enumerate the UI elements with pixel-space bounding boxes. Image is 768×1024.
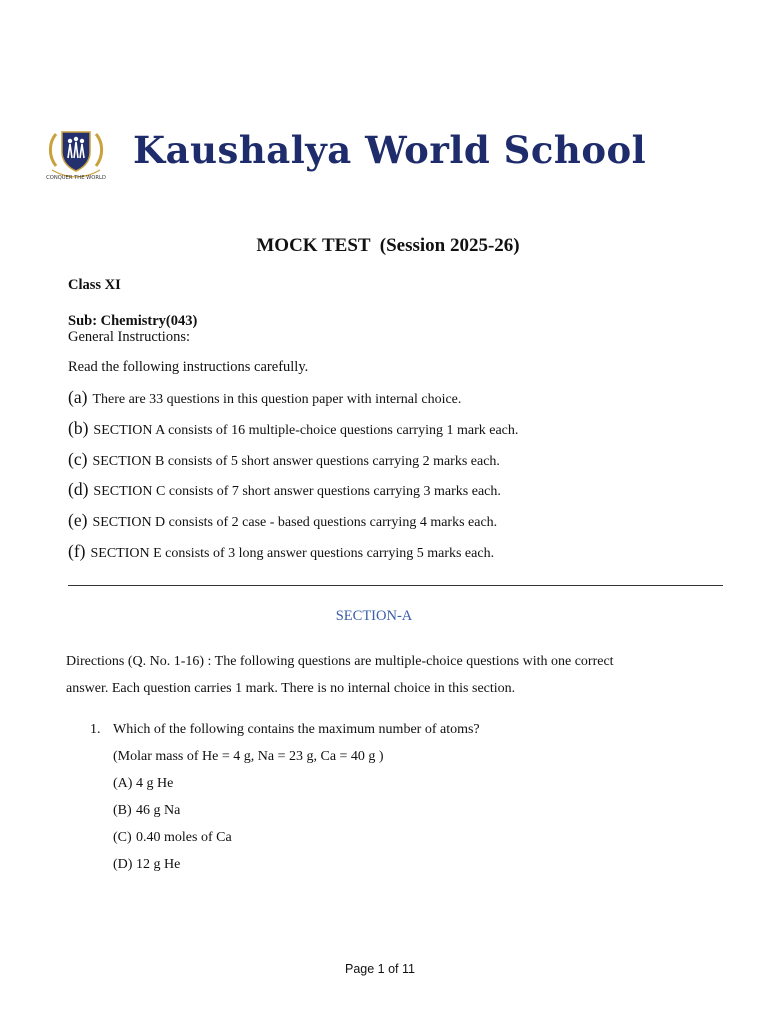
option-text: 4 g He (136, 776, 174, 791)
option-letter: (A) (113, 776, 133, 791)
option-letter: (B) (113, 803, 132, 818)
instruction-letter: (b) (68, 418, 89, 438)
question-number: 1. (90, 722, 101, 737)
instruction-item (68, 418, 518, 439)
section-heading: SECTION-A (335, 608, 413, 624)
question-note: (Molar mass of He = 4 g, Na = 23 g, Ca = 40 g ) (113, 749, 384, 764)
option-letter: (D) (113, 857, 133, 872)
instruction-text: SECTION D consists of 2 case - based questions carrying 4 marks each. (92, 515, 498, 530)
option-text: 46 g Na (136, 803, 181, 818)
logo-motto: CONQUER THE WORLD (46, 175, 106, 181)
school-crest-logo (46, 128, 106, 182)
answer-option (113, 857, 180, 873)
instruction-item (68, 449, 500, 470)
directions-line: Directions (Q. No. 1-16) : The following questions are multiple-choice questions with one correct (66, 654, 614, 669)
instruction-letter: (a) (68, 387, 88, 407)
instruction-item (68, 510, 497, 531)
instruction-text: SECTION B consists of 5 short answer questions carrying 2 marks each. (92, 454, 500, 469)
question-text: Which of the following contains the maximum number of atoms? (113, 722, 480, 737)
page-title: MOCK TEST (Session 2025-26) (256, 235, 520, 256)
instruction-text: SECTION C consists of 7 short answer questions carrying 3 marks each. (93, 484, 501, 499)
directions-line: answer. Each question carries 1 mark. There is no internal choice in this section. (66, 681, 516, 696)
instruction-letter: (e) (68, 510, 88, 530)
school-name: Kaushalya World School (133, 128, 647, 172)
instruction-letter: (c) (68, 449, 88, 469)
instruction-letter: (f) (68, 541, 86, 561)
option-text: 0.40 moles of Ca (136, 830, 232, 845)
answer-option (113, 830, 232, 846)
read-instructions-line: Read the following instructions carefully. (68, 359, 309, 375)
instruction-text: SECTION A consists of 16 multiple-choice questions carrying 1 mark each. (93, 423, 519, 438)
instruction-text: SECTION E consists of 3 long answer questions carrying 5 marks each. (90, 546, 495, 561)
page-footer: Page 1 of 11 (345, 962, 415, 976)
section-divider (68, 585, 723, 586)
subject-line: Sub: Chemistry(043) (68, 313, 198, 329)
class-line: Class XI (68, 277, 121, 293)
instruction-text: There are 33 questions in this question paper with internal choice. (92, 392, 462, 407)
instruction-letter: (d) (68, 479, 89, 499)
option-text: 12 g He (136, 857, 181, 872)
option-letter: (C) (113, 830, 132, 845)
answer-option (113, 776, 173, 792)
answer-option (113, 803, 180, 819)
general-instructions-label: General Instructions: (68, 329, 191, 345)
instruction-item (68, 479, 501, 500)
instruction-item (68, 387, 461, 408)
instruction-item (68, 541, 494, 562)
